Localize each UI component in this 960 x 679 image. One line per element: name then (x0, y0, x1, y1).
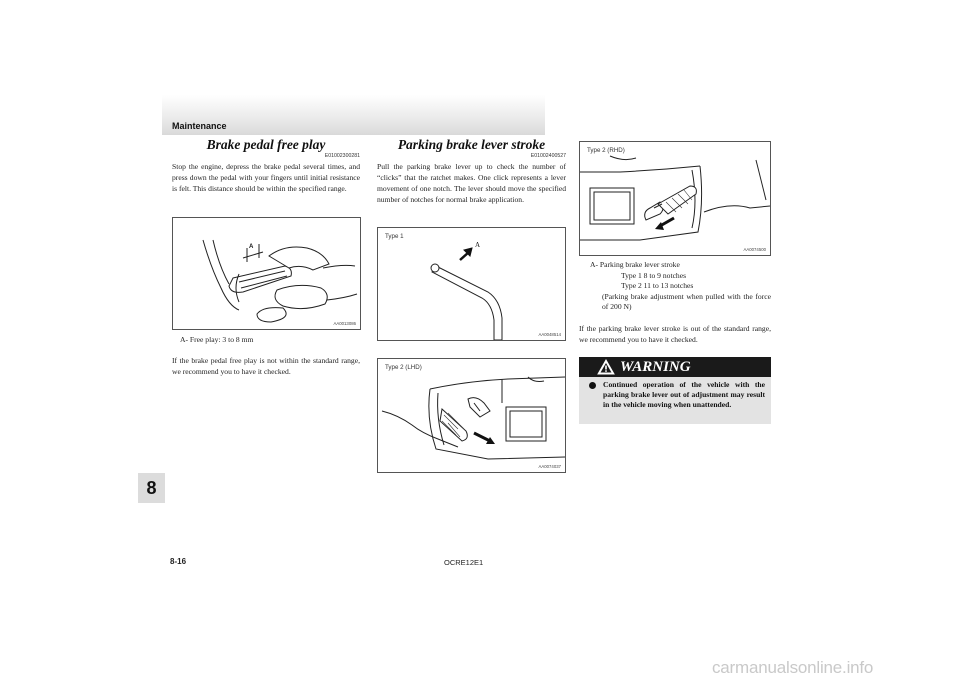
parking-brake-note: If the parking brake lever stroke is out of the standard range, we recommend you to have it checked. (579, 324, 771, 344)
brake-pedal-note: If the brake pedal free play is not within the standard range, we recommend you to have it checked. (172, 356, 360, 376)
type1-figure-code: AA0048514 (538, 332, 561, 337)
warning-text: Continued operation of the vehicle with the parking brake lever out of adjustment may result in the vehicle moving when unattended. (603, 380, 765, 409)
document-code: OCRE12E1 (444, 558, 484, 567)
parking-brake-heading: Parking brake lever stroke (397, 137, 546, 152)
type2-lhd-figure-label: Type 2 (LHD) (385, 364, 422, 371)
type2-rhd-figure-code: AA0074500 (743, 247, 766, 252)
type2-lhd-lever-illustration (378, 359, 565, 472)
type2-lhd-figure (377, 358, 566, 473)
brake-pedal-body: Stop the engine, depress the brake pedal several times, and press down the pedal with your fingers until initial resistance is felt. This distance should be within the specified range. (172, 162, 360, 193)
type1-figure-label: Type 1 (385, 233, 404, 240)
caption-line-type2: Type 2 11 to 13 notches (621, 281, 694, 290)
parking-brake-caption (590, 260, 771, 313)
brake-pedal-figure (172, 217, 361, 330)
type1-arrow-label: A (475, 241, 481, 249)
type1-figure (377, 227, 566, 341)
brake-pedal-caption: A- Free play: 3 to 8 mm (180, 335, 254, 344)
chapter-tab: 8 (138, 473, 165, 503)
warning-box (579, 357, 771, 424)
brake-pedal-section (172, 137, 360, 194)
brake-pedal-heading: Brake pedal free play (206, 137, 326, 152)
type2-rhd-figure-label: Type 2 (RHD) (587, 147, 625, 154)
parking-brake-code: E01002400527 (530, 153, 566, 159)
type2-rhd-figure (579, 141, 771, 256)
warning-header (579, 357, 771, 377)
type2-rhd-lever-illustration (580, 142, 770, 255)
warning-triangle-icon (596, 358, 616, 376)
brake-pedal-figure-code: AA0013086 (333, 321, 356, 326)
warning-title: WARNING (620, 359, 691, 375)
parking-brake-body: Pull the parking brake lever up to check the number of “clicks” that the ratchet makes. One click represents a lever movement of one notch. The lever should move the specified number of notches for normal brake application. (377, 162, 566, 204)
caption-line-adjustment: (Parking brake adjustment when pulled with the force of 200 N) (602, 291, 771, 311)
caption-line-stroke: A- Parking brake lever stroke (590, 260, 680, 269)
parking-brake-section (377, 137, 566, 205)
brake-pedal-illustration (173, 218, 360, 329)
warning-bullet-icon (589, 382, 596, 389)
type1-lever-illustration (378, 228, 565, 340)
watermark: carmanualsonline.info (712, 658, 874, 677)
brake-pedal-code: E01002300281 (324, 153, 360, 159)
section-title: Maintenance (172, 121, 227, 131)
caption-line-type1: Type 1 8 to 9 notches (621, 270, 687, 280)
brake-pedal-figure-label-a: A (249, 244, 254, 250)
page-number: 8-16 (170, 557, 187, 566)
type2-lhd-figure-code: AA0074037 (538, 464, 561, 469)
